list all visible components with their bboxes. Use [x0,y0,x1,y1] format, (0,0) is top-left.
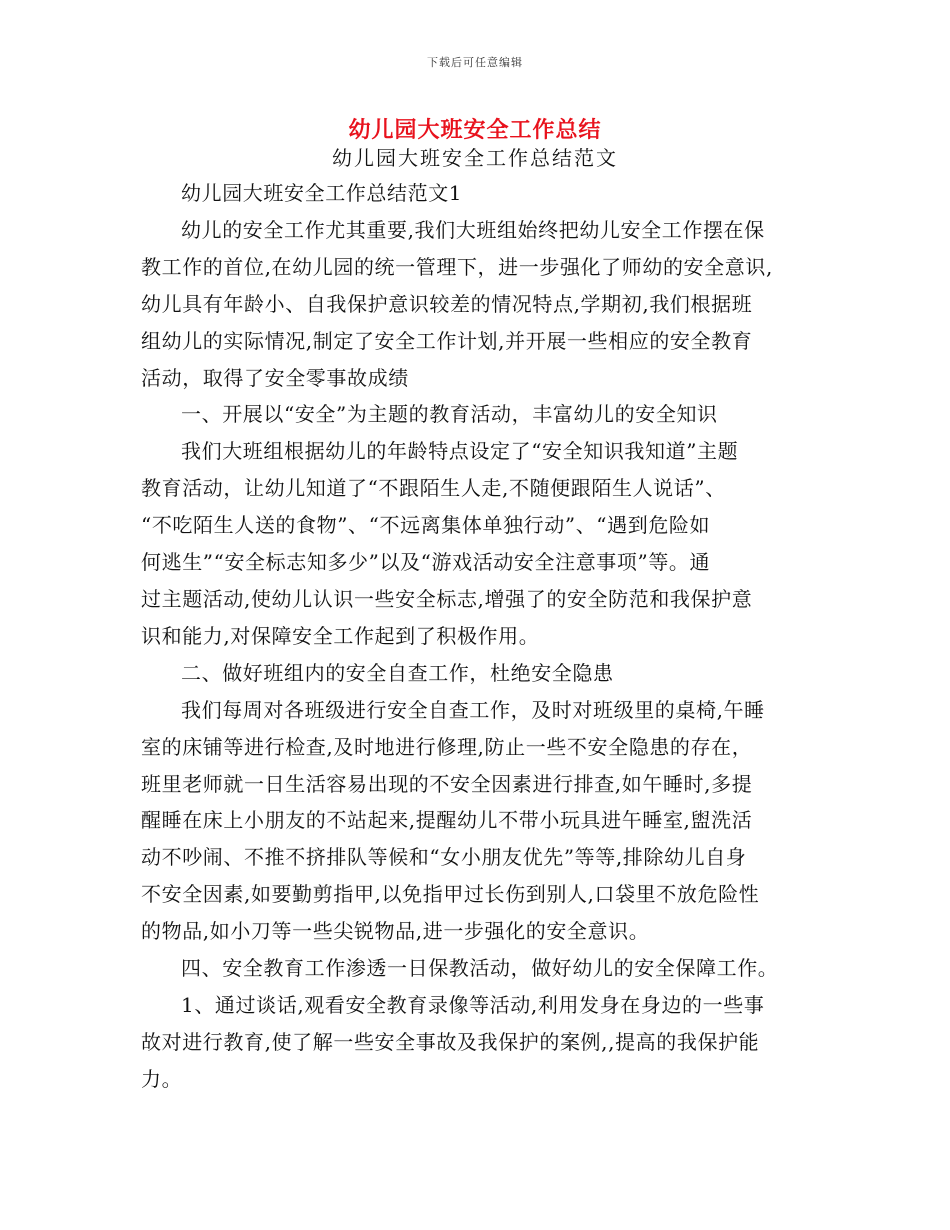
paragraph-line: 我们大班组根据幼儿的年龄特点设定了“安全知识我知道”主题 [181,439,739,464]
paragraph-line: 幼儿具有年龄小、自我保护意识较差的情况特点,学期初,我们根据班 [141,291,753,316]
paragraph-line: “不吃陌生人送的食物”、“不远离集体单独行动”、“遇到危险如 [141,513,711,538]
paragraph-line: 二、做好班组内的安全自查工作，杜绝安全隐患 [181,660,614,685]
paragraph-line: 我们每周对各班级进行安全自查工作，及时对班级里的桌椅,午睡 [181,697,765,722]
paragraph-line: 识和能力,对保障安全工作起到了积极作用。 [141,623,540,648]
paragraph-line: 活动，取得了安全零事故成绩 [141,365,409,390]
document-title: 幼儿园大班安全工作总结 [348,117,602,143]
paragraph-line: 一、开展以“安全”为主题的教育活动，丰富幼儿的安全知识 [181,402,718,427]
paragraph-line: 何逃生”“安全标志知多少”以及“游戏活动安全注意事项”等。通 [141,550,711,575]
paragraph [141,396,821,433]
paragraph-line: 班里老师就一日生活容易出现的不安全因素进行排查,如午睡时,多提 [141,771,753,796]
paragraph-line: 教工作的首位,在幼儿园的统一管理下，进一步强化了师幼的安全意识, [141,254,773,279]
paragraph [141,175,821,212]
paragraph-line: 教育活动，让幼儿知道了“不跟陌生人走,不随便跟陌生人说话”、 [141,476,726,501]
paragraph-line: 室的床铺等进行检查,及时地进行修理,防止一些不安全隐患的存在， [141,734,753,759]
paragraph-line: 不安全因素,如要勤剪指甲,以免指甲过长伤到别人,口袋里不放危险性 [141,882,760,907]
document-subtitle: 幼儿园大班安全工作总结范文 [332,146,618,170]
paragraph-line: 四、安全教育工作渗透一日保教活动，做好幼儿的安全保障工作。 [181,956,779,981]
paragraph-line: 力。 [141,1066,183,1091]
paragraph-line: 幼儿的安全工作尤其重要,我们大班组始终把幼儿安全工作摆在保 [181,217,765,242]
paragraph-line: 的物品,如小刀等一些尖锐物品,进一步强化的安全意识。 [141,919,650,944]
paragraph [141,212,821,397]
paragraph-line: 过主题活动,使幼儿认识一些安全标志,增强了的安全防范和我保护意 [141,586,753,611]
paragraph-line: 1、通过谈话,观看安全教育录像等活动,利用发身在身边的一些事 [181,992,765,1017]
paragraph-line: 醒睡在床上小朋友的不站起来,提醒幼儿不带小玩具进午睡室,盥洗活 [141,808,753,833]
paragraph [141,655,821,692]
header-note: 下载后可任意编辑 [427,56,523,69]
paragraph-line: 故对进行教育,使了解一些安全事故及我保护的案例,,提高的我保护能 [141,1029,760,1054]
paragraph-line: 幼儿园大班安全工作总结范文1 [181,181,463,205]
paragraph [141,987,821,1098]
paragraph [141,433,821,654]
paragraph [141,950,821,987]
paragraph-line: 动不吵闹、不推不挤排队等候和“女小朋友优先”等等,排除幼儿自身 [141,845,747,870]
document-body [141,175,821,1098]
paragraph-line: 组幼儿的实际情况,制定了安全工作计划,并开展一些相应的安全教育 [141,328,753,353]
paragraph [141,692,821,950]
